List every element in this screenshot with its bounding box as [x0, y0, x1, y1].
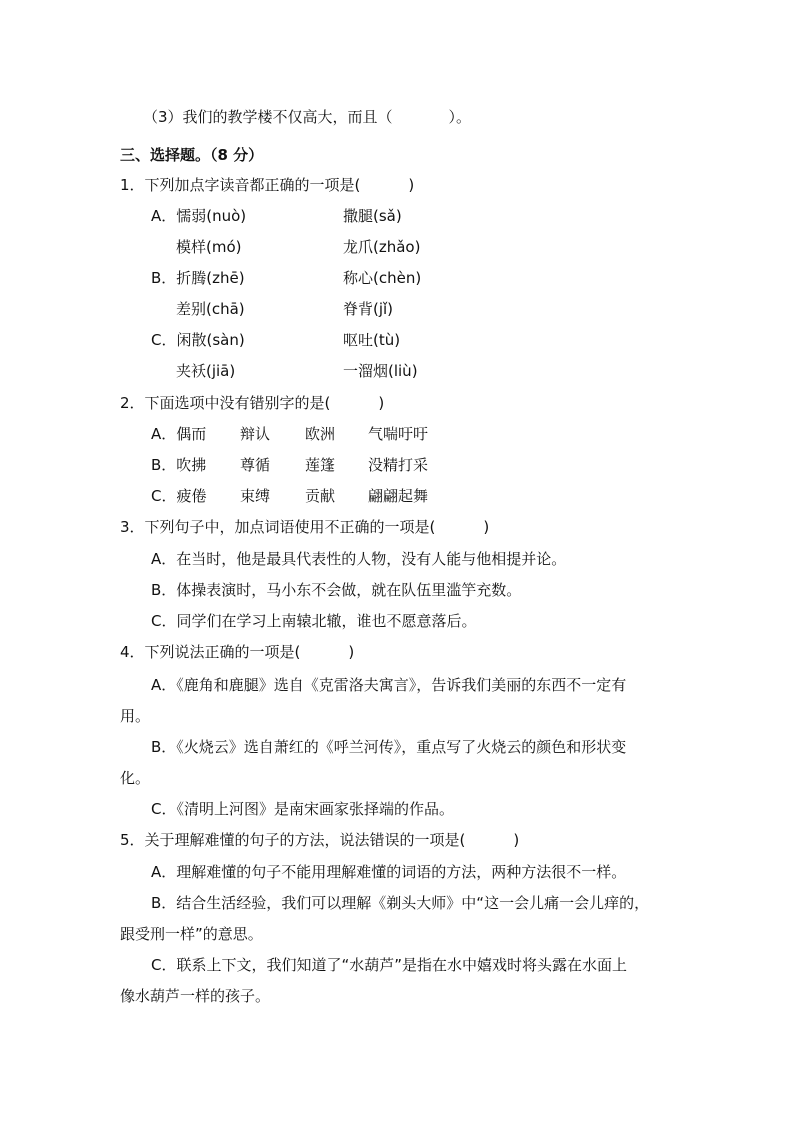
- q2-option-c-word-2: 束缚: [240, 487, 271, 505]
- q1-option-b-left: B．折腾(zhē): [151, 269, 245, 287]
- q3-stem-text: 3．下列句子中，加点词语使用不正确的一项是(: [120, 518, 436, 536]
- q2-option-b-word-3: 莲篷: [305, 456, 336, 474]
- q2-stem-end: ): [378, 394, 385, 412]
- q5-stem-end: ): [513, 831, 520, 849]
- q5-option-b-line-1: B．结合生活经验，我们可以理解《剃头大师》中“这一会儿痛一会儿痒的，: [151, 894, 650, 912]
- q3-stem: [120, 517, 489, 537]
- q3-option-b: B．体操表演时，马小东不会做，就在队伍里滥竽充数。: [151, 581, 522, 599]
- q2-option-a-label: A．偶而: [151, 425, 207, 443]
- q2-option-a-word-4: 气喘吁吁: [368, 425, 429, 443]
- q4-option-c: C．《清明上河图》是南宋画家张择端的作品。: [151, 800, 454, 818]
- q2-option-c-label: C．疲倦: [151, 487, 207, 505]
- q2-option-a-word-3: 欧洲: [305, 425, 336, 443]
- q5-stem: [120, 830, 519, 850]
- q2-option-c-word-3: 贡献: [305, 487, 336, 505]
- q1-stem-text: 1．下列加点字读音都正确的一项是(: [120, 176, 361, 194]
- q3-option-c: C．同学们在学习上南辕北辙，谁也不愿意落后。: [151, 612, 477, 630]
- q4-option-b-line-2: 化。: [120, 769, 151, 787]
- q4-option-b-line-1: B．《火烧云》选自萧红的《呼兰河传》，重点写了火烧云的颜色和形状变: [151, 738, 627, 756]
- q1-stem-end: ): [408, 176, 415, 194]
- q2-option-b-label: B．吹拂: [151, 456, 207, 474]
- q1-option-c-right-2: 一溜烟(liù): [343, 362, 418, 380]
- q4-stem-text: 4．下列说法正确的一项是(: [120, 643, 301, 661]
- q5-option-c-line-2: 像水葫芦一样的孩子。: [120, 987, 271, 1005]
- q5-option-c-line-1: C．联系上下文，我们知道了“水葫芦”是指在水中嬉戏时将头露在水面上: [151, 956, 628, 974]
- q4-option-a-line-2: 用。: [120, 707, 151, 725]
- q1-option-b-right-2: 脊背(jǐ): [343, 300, 394, 318]
- q2-option-a-word-2: 辩认: [240, 425, 271, 443]
- q1-option-a-left-2: 模样(mó): [176, 238, 242, 256]
- q2-option-c-word-4: 翩翩起舞: [368, 487, 429, 505]
- intro-text-before: （3）我们的教学楼不仅高大，而且（: [143, 108, 393, 126]
- q1-option-c-left-2: 夹袄(jiā): [176, 362, 236, 380]
- q2-stem: [120, 393, 384, 413]
- q5-option-a: A．理解难懂的句子不能用理解难懂的词语的方法，两种方法很不一样。: [151, 863, 627, 881]
- q1-option-a-right-2: 龙爪(zhǎo): [343, 238, 421, 256]
- q2-option-b-word-2: 尊循: [240, 456, 271, 474]
- q5-option-b-line-2: 跟受刑一样”的意思。: [120, 925, 263, 943]
- q1-option-b-right: 称心(chèn): [343, 269, 422, 287]
- section-title: 三、选择题。（8 分）: [120, 146, 264, 164]
- intro-text-after: ）。: [448, 108, 472, 126]
- q1-stem: [120, 175, 414, 195]
- intro-question-3: [143, 107, 471, 127]
- q3-option-a: A．在当时，他是最具代表性的人物，没有人能与他相提并论。: [151, 550, 567, 568]
- q1-option-a-left: A．懦弱(nuò): [151, 207, 247, 225]
- q4-option-a-line-1: A．《鹿角和鹿腿》选自《克雷洛夫寓言》，告诉我们美丽的东西不一定有: [151, 676, 627, 694]
- q5-stem-text: 5．关于理解难懂的句子的方法，说法错误的一项是(: [120, 831, 466, 849]
- q3-stem-end: ): [483, 518, 490, 536]
- q1-option-a-right: 撒腿(sǎ): [343, 207, 402, 225]
- q4-stem: [120, 642, 354, 662]
- q1-option-c-right: 呕吐(tù): [343, 331, 401, 349]
- q2-option-b-word-4: 没精打采: [368, 456, 429, 474]
- q1-option-c-left: C．闲散(sàn): [151, 331, 245, 349]
- q4-stem-end: ): [348, 643, 355, 661]
- q2-stem-text: 2．下面选项中没有错别字的是(: [120, 394, 331, 412]
- q1-option-b-left-2: 差别(chā): [176, 300, 245, 318]
